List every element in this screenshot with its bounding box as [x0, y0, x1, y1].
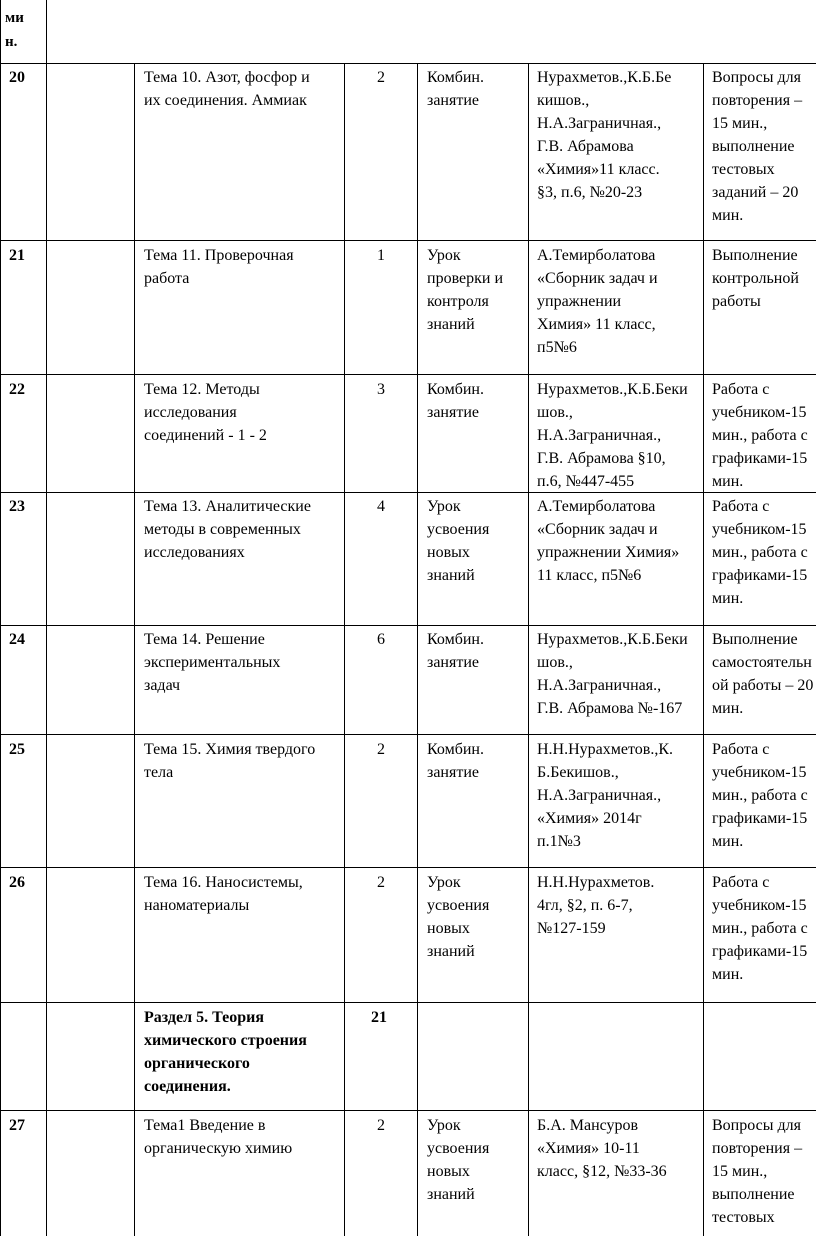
literature-cell: Н.Н.Нурахметов. 4гл, §2, п. 6-7, №127-159	[537, 874, 655, 937]
row-border	[0, 492, 816, 493]
row-border	[0, 867, 816, 868]
topic-cell: Тема 14. Решение экспериментальных задач	[144, 631, 281, 694]
literature-cell: Нурахметов.,К.Б.Беки шов., Н.А.Заграничная., Г.В. Абрамова §10, п.6, №447-455	[537, 381, 688, 490]
section-title: Раздел 5. Теория химического строения органического соединения.	[144, 1009, 307, 1095]
lesson-type-cell: Комбин. занятие	[427, 631, 484, 671]
control-cell: Работа с учебником-15 мин., работа с графиками-15 мин.	[712, 874, 808, 983]
column-border	[528, 63, 529, 1236]
literature-cell: Б.А. Мансуров «Химия» 10-11 класс, §12, №33-36	[537, 1117, 667, 1180]
column-border	[0, 0, 1, 1236]
literature-cell: Нурахметов.,К.Б.Беки шов., Н.А.Заграничная., Г.В. Абрамова №-167	[537, 631, 688, 717]
control-cell: Работа с учебником-15 мин., работа с графиками-15 мин.	[712, 381, 808, 490]
lesson-type-cell: Урок усвоения новых знаний	[427, 1117, 490, 1203]
control-cell: Выполнение контрольной работы	[712, 247, 799, 310]
control-cell: Вопросы для повторения – 15 мин., выполнение тестовых	[712, 1117, 803, 1226]
lesson-type-cell: Комбин. занятие	[427, 381, 484, 421]
row-border	[0, 63, 816, 64]
row-number: 27	[9, 1117, 25, 1134]
column-border	[344, 63, 345, 1236]
column-border	[134, 63, 135, 1236]
row-border	[0, 374, 816, 375]
row-number: 24	[9, 631, 25, 648]
row-number: 21	[9, 247, 25, 264]
column-border	[417, 63, 418, 1236]
literature-cell: А.Темирболатова «Сборник задач и упражнении Химия» 11 класс, п5№6	[537, 498, 680, 584]
row-number: 26	[9, 874, 25, 891]
row-border	[0, 1002, 816, 1003]
lesson-type-cell: Урок усвоения новых знаний	[427, 498, 490, 584]
hours-cell: 2	[377, 69, 385, 86]
header-fragment: ми н.	[5, 10, 24, 50]
hours-cell: 4	[377, 498, 385, 515]
hours-cell: 6	[377, 631, 385, 648]
row-number: 23	[9, 498, 25, 515]
hours-cell: 1	[377, 247, 385, 264]
lesson-type-cell: Урок усвоения новых знаний	[427, 874, 490, 960]
row-border	[0, 625, 816, 626]
lesson-type-cell: Комбин. занятие	[427, 69, 484, 109]
control-cell: Работа с учебником-15 мин., работа с графиками-15 мин.	[712, 498, 808, 607]
control-cell: Вопросы для повторения – 15 мин., выполнение тестовых заданий – 20 мин.	[712, 69, 803, 224]
row-number: 25	[9, 741, 25, 758]
topic-cell: Тема1 Введение в органическую химию	[144, 1117, 293, 1157]
literature-cell: Н.Н.Нурахметов.,К. Б.Бекишов., Н.А.Заграничная., «Химия» 2014г п.1№3	[537, 741, 673, 850]
literature-cell: А.Темирболатова «Сборник задач и упражнении Химия» 11 класс, п5№6	[537, 247, 658, 356]
control-cell: Работа с учебником-15 мин., работа с графиками-15 мин.	[712, 741, 808, 850]
row-number: 20	[9, 69, 25, 86]
hours-cell: 2	[377, 741, 385, 758]
control-cell: Выполнение самостоятельн ой работы – 20 мин.	[712, 631, 814, 717]
topic-cell: Тема 15. Химия твердого тела	[144, 741, 316, 781]
row-border	[0, 240, 816, 241]
row-border	[0, 1110, 816, 1111]
literature-cell: Нурахметов.,К.Б.Бе кишов., Н.А.Заграничная., Г.В. Абрамова «Химия»11 класс. §3, п.6, №20-23	[537, 69, 672, 201]
hours-cell: 2	[377, 874, 385, 891]
topic-cell: Тема 16. Наносистемы, наноматериалы	[144, 874, 303, 914]
topic-cell: Тема 13. Аналитические методы в современных исследованиях	[144, 498, 311, 561]
lesson-type-cell: Комбин. занятие	[427, 741, 484, 781]
hours-cell: 2	[377, 1117, 385, 1134]
row-number: 22	[9, 381, 25, 398]
lesson-type-cell: Урок проверки и контроля знаний	[427, 247, 504, 333]
topic-cell: Тема 12. Методы исследования соединений - 1 - 2	[144, 381, 267, 444]
column-border	[46, 0, 47, 1236]
column-border	[703, 63, 704, 1236]
topic-cell: Тема 11. Проверочная работа	[144, 247, 294, 287]
hours-cell: 3	[377, 381, 385, 398]
topic-cell: Тема 10. Азот, фосфор и их соединения. Аммиак	[144, 69, 310, 109]
section-hours: 21	[371, 1009, 387, 1026]
row-border	[0, 734, 816, 735]
